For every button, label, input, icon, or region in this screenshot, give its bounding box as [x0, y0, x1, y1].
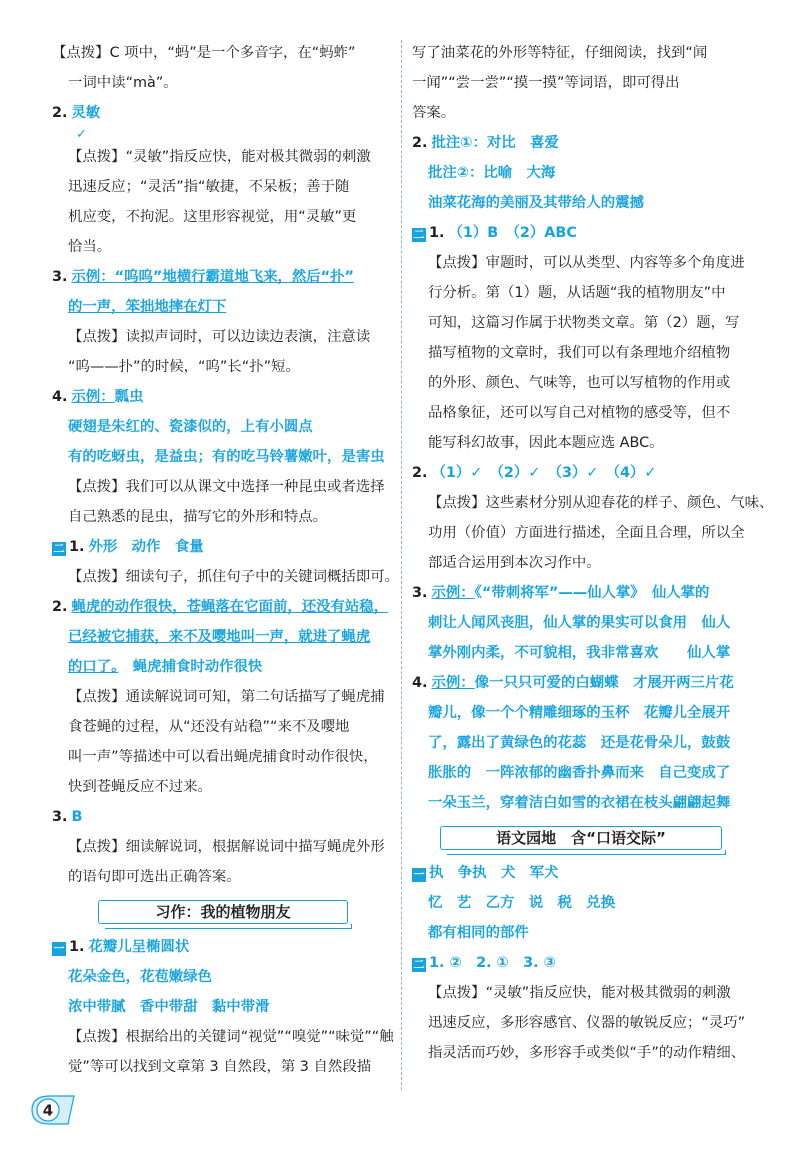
- answer-2: [52, 98, 392, 128]
- explanation-line: 能写科幻故事，因此本题应选 ABC。: [428, 435, 664, 451]
- explanation-line: “呜——扑”的时候，“呜”长“扑”短。: [68, 359, 300, 375]
- explanation-line: 【点拨】审题时，可以从类型、内容等多个角度进: [428, 255, 745, 271]
- answer-text: （1）B （2）ABC: [448, 225, 577, 241]
- explanation-line: 【点拨】我们可以从课文中选择一种昆虫或者选择: [68, 479, 385, 495]
- section-marker: 二: [413, 958, 425, 971]
- question-number: 4.: [412, 675, 428, 691]
- answer-text: 忆 艺 乙方 说 税 兑换: [428, 895, 616, 911]
- answer-text: 外形 动作 食量: [88, 539, 204, 555]
- explanation-line: 【点拨】C 项中，“蚂”是一个多音字，在“蚂蚱”: [52, 45, 356, 61]
- example-label: 示例：: [71, 389, 115, 405]
- explanation-line: 觉”等可以找到文章第 3 自然段，第 3 自然段描: [68, 1059, 372, 1075]
- question-number: 1.: [429, 225, 445, 241]
- question-number: 3.: [412, 585, 428, 601]
- page-number-badge: [28, 1093, 78, 1127]
- right-column: [412, 38, 774, 1068]
- explanation-line: 食苍蝇的过程，从“还没有站稳”“来不及嘤地: [68, 719, 350, 735]
- answer-text: 批注②：比喻 大海: [428, 165, 556, 181]
- answer-text: 油菜花海的美丽及其带给人的震撼: [428, 195, 644, 211]
- explanation-line: 叫一声”等描述中可以看出蝇虎捕食时动作很快，: [68, 749, 378, 765]
- answer-text: “呜呜”地横行霸道地飞来，然后“扑”: [114, 269, 354, 285]
- section-2-answer-4: [412, 668, 757, 698]
- answer-text: 灵敏: [71, 105, 101, 121]
- answer-text: 了，露出了黄绿色的花蕊 还是花骨朵儿，鼓鼓: [428, 735, 731, 751]
- answer-text: 刺让人闻风丧胆，仙人掌的果实可以食用 仙人: [428, 615, 731, 631]
- example-label: 示例：: [431, 585, 475, 601]
- answer-text: 都有相同的部件: [428, 925, 529, 941]
- answer-4: [52, 382, 392, 412]
- explanation-line: 写了油菜花的外形等特征，仔细阅读，找到“闻: [412, 45, 708, 61]
- answer-text: 《“带刺将军”——仙人掌》 仙人掌的: [474, 585, 710, 601]
- answer-text: 批注①：对比 喜爱: [431, 135, 559, 151]
- answer-text: 的口了。: [68, 659, 119, 675]
- section-title: 语文园地 含“口语交际”: [440, 826, 722, 850]
- explanation-line: 【点拨】读拟声词时，可以边读边表演，注意读: [68, 329, 371, 345]
- example-label: 示例：: [431, 675, 475, 691]
- question-number: 4.: [52, 389, 68, 405]
- page-number: 4: [42, 1101, 54, 1120]
- explanation-line: 自己熟悉的昆虫，描写它的外形和特点。: [68, 509, 328, 525]
- example-label: 示例：: [71, 269, 115, 285]
- column-divider: [401, 40, 402, 1090]
- answer-text: 已经被它捕获，来不及嘤地叫一声，就进了蝇虎: [68, 629, 371, 645]
- explanation-line: 迅速反应，多形容感官、仪器的敏锐反应；“灵巧”: [428, 1015, 746, 1031]
- explanation-line: 【点拨】这些素材分别从迎春花的样子、颜色、气味、: [428, 495, 774, 511]
- answer-text: 花朵金色，花苞嫩绿色: [68, 969, 212, 985]
- explanation-line: 指灵活而巧妙，多形容手或类似“手”的动作精细、: [428, 1045, 746, 1061]
- explanation-line: 部适合运用到本次习作中。: [428, 555, 601, 571]
- explanation-line: 【点拨】细读解说词，根据解说词中描写蝇虎外形: [68, 839, 385, 855]
- check-mark-icon: ✓: [76, 127, 87, 142]
- explanation-line: 【点拨】细读句子，抓住句子中的关键词概括即可。: [68, 569, 399, 585]
- answer-2: [412, 128, 757, 158]
- explanation-line: 功用（价值）方面进行描述，全面且合理，所以全: [428, 525, 745, 541]
- explanation-line: 一闻”“尝一尝”“摸一摸”等词语，即可得出: [412, 75, 680, 91]
- question-number: 2.: [52, 599, 68, 615]
- answer-3: [52, 262, 392, 292]
- question-number: 1.: [69, 539, 85, 555]
- answer-text: （1）✓ （2）✓ （3）✓ （4）✓: [431, 465, 657, 481]
- question-number: 2.: [412, 135, 428, 151]
- answer-text: 蝇虎捕食时动作很快: [132, 659, 263, 675]
- explanation-line: 的外形、颜色、气味等，也可以写植物的作用或: [428, 375, 731, 391]
- question-number: 3.: [52, 269, 68, 285]
- section-2-answer-2: [52, 592, 392, 622]
- answer-text: 执 争执 犬 军犬: [429, 865, 559, 881]
- question-number: 2.: [412, 465, 428, 481]
- explanation-line: 行分析。第（1）题，从话题“我的植物朋友”中: [428, 285, 726, 301]
- answer-text: 蝇虎的动作很快，苍蝇落在它面前，还没有站稳，: [71, 599, 389, 615]
- answer-text: 花瓣儿呈椭圆状: [88, 939, 190, 955]
- question-number: 2.: [52, 105, 68, 121]
- answer-text: 浓中带腻 香中带甜 黏中带滑: [68, 999, 270, 1015]
- writing-answer-1: [52, 932, 392, 962]
- section-2-answer-3: [412, 578, 757, 608]
- section-2-answer-1: [52, 532, 392, 562]
- explanation-line: 快到苍蝇反应不过来。: [68, 779, 212, 795]
- explanation-line: 答案。: [412, 105, 456, 121]
- explanation-line: 机应变，不拘泥。这里形容视觉，用“灵敏”更: [68, 209, 357, 225]
- garden-answer-2: [412, 948, 757, 978]
- answer-text: 一朵玉兰，穿着洁白如雪的衣裙在枝头翩翩起舞: [428, 795, 731, 811]
- explanation-line: 的语句即可选出正确答案。: [68, 869, 241, 885]
- answer-text: 硬翅是朱红的、瓷漆似的，上有小圆点: [68, 419, 313, 435]
- question-number: 1.: [69, 939, 85, 955]
- page-badge-shape: [28, 1093, 78, 1127]
- answer-text: 掌外刚内柔，不可貌相，我非常喜欢 仙人掌: [428, 645, 731, 661]
- explanation-line: 【点拨】“灵敏”指反应快，能对极其微弱的刺激: [68, 149, 371, 165]
- answer-text: 胀胀的 一阵浓郁的幽香扑鼻而来 自己变成了: [428, 765, 731, 781]
- garden-answer-1: [412, 858, 757, 888]
- question-number: 3.: [52, 809, 68, 825]
- section-2-answer-1: [412, 218, 757, 248]
- section-banner: [412, 826, 757, 852]
- explanation-line: 【点拨】根据给出的关键词“视觉”“嗅觉”“味觉”“触: [68, 1029, 394, 1045]
- explanation-line: 【点拨】“灵敏”指反应快，能对极其微弱的刺激: [428, 985, 731, 1001]
- section-marker: 二: [53, 542, 65, 555]
- explanation-line: 【点拨】通读解说词可知，第二句话描写了蝇虎捕: [68, 689, 385, 705]
- section-2-answer-3: [52, 802, 392, 832]
- explanation-line: 描写植物的文章时，我们可以有条理地介绍植物: [428, 345, 731, 361]
- explanation-line: 可知，这篇习作属于状物类文章。第（2）题，写: [428, 315, 740, 331]
- explanation-line: 恰当。: [68, 239, 112, 255]
- section-marker: 一: [413, 868, 425, 881]
- section-marker: 二: [413, 228, 425, 241]
- answer-text: 1. ② 2. ① 3. ③: [429, 955, 556, 971]
- section-marker: 一: [53, 942, 65, 955]
- section-title: 习作：我的植物朋友: [98, 900, 348, 924]
- left-column: [52, 38, 399, 1082]
- explanation-line: 一词中读“mà”。: [68, 75, 178, 91]
- answer-text: B: [71, 809, 83, 825]
- explanation-line: 迅速反应；“灵活”指“敏捷，不呆板；善于随: [68, 179, 350, 195]
- answer-text: 有的吃蚜虫，是益虫；有的吃马铃薯嫩叶，是害虫: [68, 449, 385, 465]
- explanation-line: 品格象征，还可以写自己对植物的感受等，但不: [428, 405, 731, 421]
- answer-text: 像一只只可爱的白蝴蝶 才展开两三片花: [474, 675, 734, 691]
- answer-text: 瓣儿，像一个个精雕细琢的玉杯 花瓣儿全展开: [428, 705, 731, 721]
- answer-text: 的一声，笨拙地摔在灯下: [68, 299, 227, 315]
- section-2-answer-2: [412, 458, 757, 488]
- answer-text: 瓢虫: [114, 389, 144, 405]
- section-banner: [52, 900, 392, 926]
